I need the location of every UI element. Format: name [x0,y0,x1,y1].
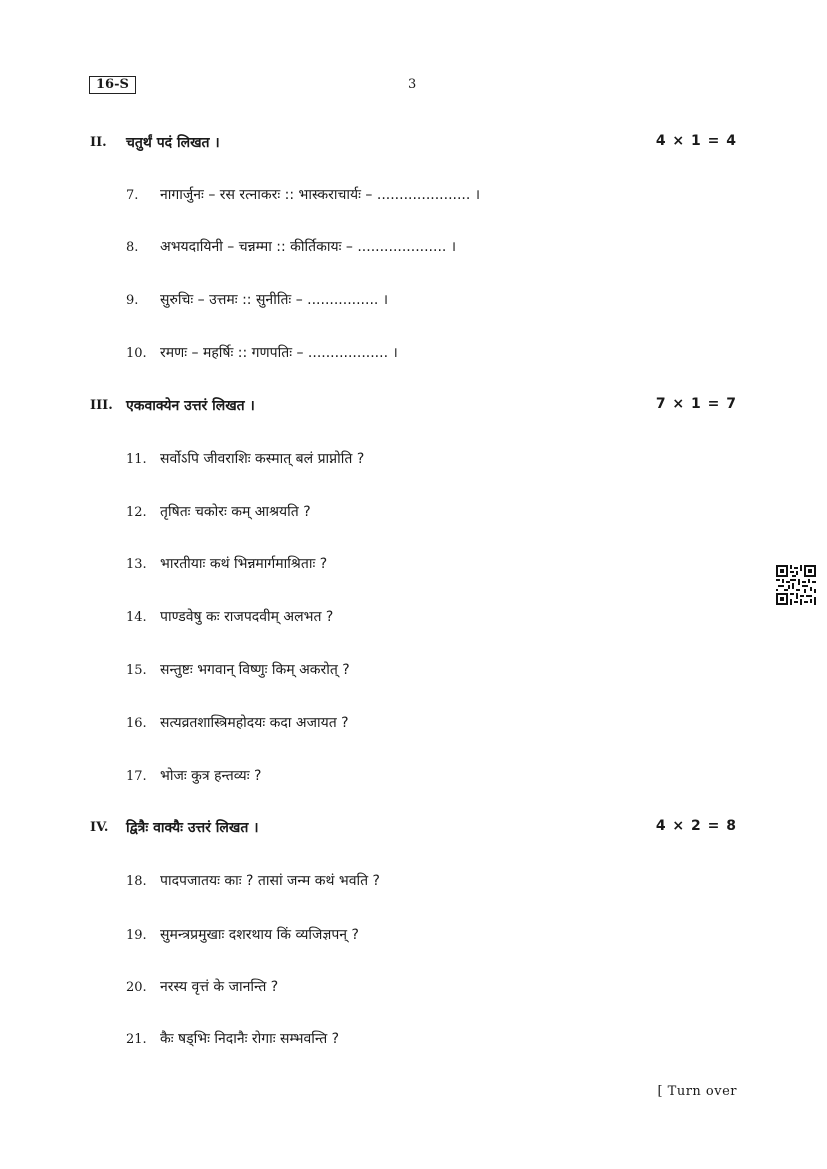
question-item [126,554,737,576]
question-number: 10. [126,346,147,361]
section-number: IV. [90,820,109,835]
paper-code: 16-S [89,76,136,94]
section-heading [90,133,737,155]
question-item [126,660,737,682]
question-number: 9. [126,293,139,308]
page-number: 3 [408,77,417,92]
question-number: 7. [126,188,139,203]
question-number: 16. [126,716,147,731]
question-item [126,185,737,207]
question-item [126,977,737,999]
question-number: 8. [126,240,139,255]
section-marks: 4 × 1 = 4 [655,133,737,149]
question-item [126,290,737,312]
section-title: द्वित्रैः वाक्यैः उत्तरं लिखत । [126,820,259,836]
question-number: 12. [126,505,147,520]
question-item [126,1029,737,1051]
section-marks: 4 × 2 = 8 [655,818,737,834]
section-heading [90,818,737,840]
question-item [126,925,737,947]
question-text: सन्तुष्टः भगवान् विष्णुः किम् अकरोत् ? [160,662,350,678]
question-text: कैः षड्भिः निदानैः रोगाः सम्भवन्ति ? [160,1031,340,1047]
question-number: 21. [126,1032,147,1047]
question-text: सुरुचिः – उत्तमः :: सुनीतिः – ................ । [160,292,389,308]
question-number: 19. [126,928,147,943]
question-number: 13. [126,557,147,572]
section-title: एकवाक्येन उत्तरं लिखत । [126,398,255,414]
question-item [126,607,737,629]
question-number: 20. [126,980,147,995]
question-text: अभयदायिनी – चन्नम्मा :: कीर्तिकायः – .................... । [160,239,457,255]
question-number: 17. [126,769,147,784]
turn-over-note: [ Turn over [657,1084,737,1099]
question-text: नागार्जुनः – रस रत्नाकरः :: भास्कराचार्यः – ..................... । [160,187,481,203]
section-title: चतुर्थं पदं लिखत । [126,135,220,151]
question-text: नरस्य वृत्तं के जानन्ति ? [160,979,279,995]
section-number: III. [90,398,113,413]
question-text: सर्वोऽपि जीवराशिः कस्मात् बलं प्राप्नोति ? [160,451,365,467]
question-item [126,502,737,524]
question-item [126,871,737,893]
section-marks: 7 × 1 = 7 [655,396,737,412]
question-text: सत्यव्रतशास्त्रिमहोदयः कदा अजायत ? [160,715,349,731]
question-number: 14. [126,610,147,625]
question-number: 15. [126,663,147,678]
question-text: भारतीयाः कथं भिन्नमार्गमाश्रिताः ? [160,556,328,572]
question-number: 18. [126,874,147,889]
section-number: II. [90,135,107,150]
question-text: सुमन्त्रप्रमुखाः दशरथाय किं व्यजिज्ञपन् ? [160,927,359,943]
question-item [126,713,737,735]
question-text: तृषितः चकोरः कम् आश्रयति ? [160,504,311,520]
question-item [126,343,737,365]
question-text: पादपजातयः काः ? तासां जन्म कथं भवति ? [160,873,380,889]
question-number: 11. [126,452,147,467]
section-heading [90,396,737,418]
qr-code-icon [776,565,816,605]
question-text: रमणः – महर्षिः :: गणपतिः – .................. । [160,345,398,361]
question-text: पाण्डवेषु कः राजपदवीम् अलभत ? [160,609,334,625]
question-item [126,449,737,471]
question-item [126,766,737,788]
question-text: भोजः कुत्र हन्तव्यः ? [160,768,262,784]
question-item [126,237,737,259]
